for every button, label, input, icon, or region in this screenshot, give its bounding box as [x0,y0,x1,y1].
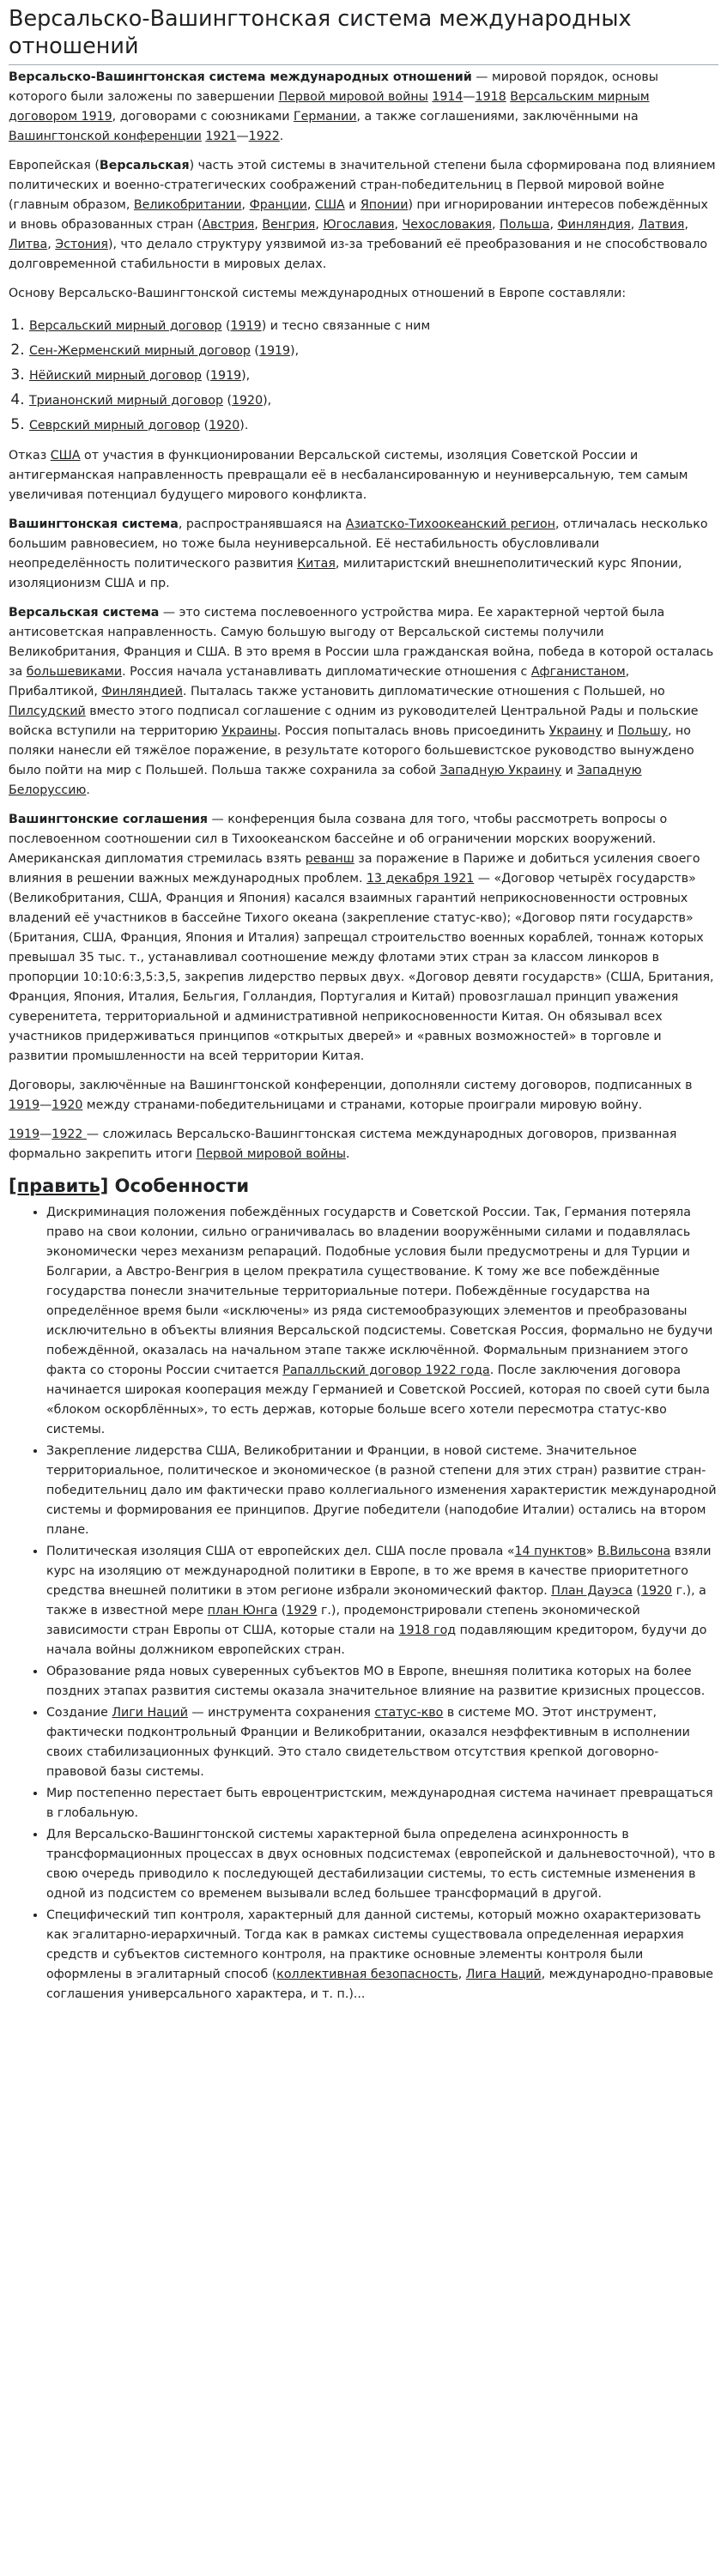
link-west-ukraine[interactable]: Западную Украину [439,764,562,777]
link-great-britain[interactable]: Великобритании [133,198,242,212]
list-item: 3. Нёйиский мирный договор (1919), [29,363,718,388]
term-bold: Версальско-Вашингтонская система международных отношений [9,70,472,84]
link-year-1919[interactable]: 1919 [9,1098,40,1112]
list-item: • Политическая изоляция США от европейских дел. США после провала «14 пунктов» В.Вильсона взяли курс на изоляцию от международной политики в Европе, в то же время в качестве приоритетного средства внешней политики в этом регионе избрали экономический фактор. План Дауэса (1920 г.), а также в известной мере план Юнга (1929 г.), продемонстрировали степень экономической зависимости стран Европы от США, которые стали на 1918 год подавляющим кредитором, будучи до начала войны должником европейских стран. [46,1542,718,1660]
list-item: 5. Севрский мирный договор (1920). [29,413,718,438]
link-year-1914[interactable]: 1914 [432,90,463,104]
versailles-system-paragraph: Версальская система — это система послевоенного устройства мира. Ее характерной чертой была антисоветская направленность. Самую большую выгоду от Версальской системы получили Великобритания, Франция и США. В это время в России шла гражданская война, победа в которой осталась за большевиками. Россия начала устанавливать дипломатические отношения с Афганистаном, Прибалтикой, Финляндией. Пыталась также установить дипломатические отношения с Польшей, но Пилсудский вместо этого подписал соглашение с одним из руководителей Центральной Рады и польские войска вступили на территорию Украины. Россия попыталась вновь присоединить Украину и Польшу, но поляки нанесли ей тяжёлое поражение, в результате которого большевистское руководство вынуждено было пойти на мир с Польшей. Польша также сохранила за собой Западную Украину и Западную Белоруссию. [9,606,714,797]
link-france[interactable]: Франции [249,198,307,212]
link-japan[interactable]: Японии [360,198,409,212]
link-year-1922[interactable]: 1922 [248,130,280,143]
list-item: • Образование ряда новых суверенных субъектов МО в Европе, внешняя политика которых на более поздних этапах развития системы оказала значительное влияние на развитие кризисных процессов. [46,1662,718,1702]
link-germany[interactable]: Германии [293,110,357,124]
us-refusal-paragraph: Отказ США от участия в функционировании Версальской системы, изоляция Советской России и антигерманская направленность превращали её в несбалансированную и неуниверсальную, тем самым увеличивая потенциал будущего мирового конфликта. [9,449,688,502]
link-year-1921[interactable]: 1921 [205,130,237,143]
link-year-1929[interactable]: 1929 [286,1604,318,1618]
link-young-plan[interactable]: план Юнга [207,1604,278,1618]
link-dawes-plan[interactable]: План Дауэса [551,1584,633,1598]
link-league-of-nations[interactable]: Лиги Наций [112,1706,188,1720]
link-poland[interactable]: Польша [500,218,550,232]
link-finland[interactable]: Финляндия [557,218,631,232]
link-hungary[interactable]: Венгрия [262,218,316,232]
link-austria[interactable]: Австрия [202,218,255,232]
list-item: • Дискриминация положения побеждённых государств и Советской России. Так, Германия потеряла право на свои колонии, сильно ограничивалась во владении вооружёнными силами и подавлялась экономически через механизм репараций. Подобные условия были предусмотрены и для Турции и Болгарии, а Австро-Венгрия в целом прекратила существование. К тому же все побеждённые государства понесли значительные территориальные потери. Побеждённые государства на определённое время были «исключены» из ряда системообразующих элементов и преобразованы исключительно в объекты влияния Версальской подсистемы. Советская Россия, формально не будучи побеждённой, оказалась на начальном этапе также исключённой. Формальным признанием этого факта со стороны России считается Рапалльский договор 1922 года. После заключения договора начинается широкая кооперация между Германией и Советской Россией, которая по своей сути была «блоком оскорблённых», то есть держав, которые больше всего хотели пересмотра статус-кво системы. [46,1203,718,1440]
link-league-of-nations[interactable]: Лига Наций [465,1968,542,1981]
link-bolsheviks[interactable]: большевиками [26,665,123,679]
list-item: • Для Версальско-Вашингтонской системы характерной была определена асинхронность в трансформационных процессах в двух основных подсистемах (европейской и дальневосточной), что в свою очередь приводило к последующей дестабилизации системы, то есть системные изменения в одной из подсистем со временем вызывали вслед большее трансформаций в другой. [46,1825,718,1904]
link-year[interactable]: 1919 [210,369,242,383]
edit-section-link[interactable]: [править] [9,1176,109,1196]
link-year[interactable]: 1919 [258,344,291,358]
list-item: • Создание Лиги Наций — инструмента сохранения статус-кво в системе МО. Этот инструмент, фактически подконтрольный Франции и Великобритании, оказался неэффективным в исполнении своих стабилизационных функций. Это стало свидетельством отсутствия крепкой договорно-правовой базы системы. [46,1703,718,1782]
link-afghanistan[interactable]: Афганистаном [530,665,626,679]
link-washington-conference[interactable]: Вашингтонской конференции [9,130,202,143]
link-year-1920[interactable]: 1920 [640,1584,673,1598]
link-treaty-saint-germain[interactable]: Сен-Жерменский мирный договор [29,344,251,358]
link-year-1920[interactable]: 1920 [51,1098,83,1112]
link-czechoslovakia[interactable]: Чехословакия [402,218,492,232]
link-usa[interactable]: США [314,198,345,212]
washington-agreements-paragraph: Вашингтонские соглашения — конференция была созвана для того, чтобы рассмотреть вопросы о послевоенном соотношении сил в Тихоокеанском бассейне и об ограничении морских вооружений. Американская дипломатия стремилась взять реванш за поражение в Париже и добиться усиления своего влияния в решении важных международных проблем. 13 декабря 1921 — «Договор четырёх государств» (Великобритания, США, Франция и Япония) касался взаимных гарантий неприкосновенности островных владений её участников в бассейне Тихого океана (закрепление статус-кво); «Договор пяти государств» (Британия, США, Франция, Япония и Италия) запрещал строительство военных кораблей, тоннаж которых превышал 35 тыс. т., устанавливал соотношение между флотами этих стран за классом линкоров в пропорции 10:10:6:3,5:3,5, закрепив лидерство первых двух. «Договор девяти государств» (США, Британия, Франция, Япония, Италия, Бельгия, Голландия, Португалия и Китай) провозглашал принцип уважения суверенитета, территориальной и административной неприкосновенности Китая. Он обязывал всех участников придерживаться принципов «открытых дверей» и «равных возможностей» в торговле и развитии промышленности на всей территории Китая. [9,813,714,1063]
treaties-intro: Основу Версальско-Вашингтонской системы международных отношений в Европе составляли: [9,287,627,300]
section-heading-features: [править] Особенности [9,1176,250,1196]
list-item: 4. Трианонский мирный договор (1920), [29,388,718,413]
link-status-quo[interactable]: статус-кво [374,1706,444,1720]
list-item: • Специфический тип контроля, характерный для данной системы, который можно охарактеризовать как эгалитарно-иерархичный. Тогда как в рамках системы существовала определенная иерархия средств и субъектов системного контроля, на практике основные элементы контроля были оформлены в эгалитарный способ (коллективная безопасность, Лига Наций, международно-правовые соглашения универсального характера, и т. п.)... [46,1906,718,2005]
link-revanche[interactable]: реванш [305,852,354,866]
link-lithuania[interactable]: Литва [9,238,48,251]
link-usa[interactable]: США [50,449,81,463]
link-estonia[interactable]: Эстония [55,238,108,251]
link-china[interactable]: Китая [297,557,336,571]
link-collective-security[interactable]: коллективная безопасность [276,1968,458,1981]
system-formed-paragraph: 1919—1922 — сложилась Версальско-Вашингтонская система международных договоров, призванная формально закрепить итоги Первой мировой войны. [9,1128,677,1161]
link-treaty-sevres[interactable]: Севрский мирный договор [29,419,201,432]
link-first-world-war[interactable]: Первой мировой войны [196,1147,346,1161]
link-14-points[interactable]: 14 пунктов [514,1545,586,1558]
link-finland[interactable]: Финляндией [101,685,183,698]
link-ukraine[interactable]: Украины [221,724,277,738]
link-treaty-neuilly[interactable]: Нёйиский мирный договор [29,369,202,383]
link-ukraine[interactable]: Украину [548,724,603,738]
link-year[interactable]: 1920 [209,419,240,432]
list-item: • Закрепление лидерства США, Великобритании и Франции, в новой системе. Значительное территориальное, политическое и экономическое (в разной степени для этих стран) развитие стран-победительниц дало им фактически право коллегиального изменения характеристик международной системы и формирования ее принципов. Другие победители (наподобие Италии) остались на втором плане. [46,1442,718,1540]
link-poland[interactable]: Польшу [617,724,669,738]
link-year-1919[interactable]: 1919 [9,1128,40,1141]
link-year[interactable]: 1920 [232,394,264,408]
link-first-world-war[interactable]: Первой мировой войны [278,90,428,104]
features-list [9,1203,718,2005]
link-latvia[interactable]: Латвия [638,218,685,232]
link-yugoslavia[interactable]: Югославия [323,218,395,232]
list-item: • Мир постепенно перестает быть евроцентристским, международная система начинает превращаться в глобальную. [46,1784,718,1823]
link-wilson[interactable]: В.Вильсона [597,1545,671,1558]
link-year-1922[interactable]: 1922 [51,1128,87,1141]
page-title: Версальско-Вашингтонская система международных отношений [9,5,718,65]
link-year[interactable]: 1919 [230,319,262,333]
link-date-13-december-1921[interactable]: 13 декабря 1921 [367,872,475,886]
link-treaty-trianon[interactable]: Трианонский мирный договор [29,394,223,408]
treaties-list [9,313,718,438]
link-asia-pacific[interactable]: Азиатско-Тихоокеанский регион [345,517,555,531]
link-rapallo-treaty[interactable]: Рапалльский договор 1922 года [282,1364,490,1377]
link-year-1918[interactable]: 1918 [475,90,506,104]
european-part-paragraph: Европейская (Версальская) часть этой системы в значительной степени была сформирована под влиянием политических и военно-стратегических соображений стран-победительниц в Первой мировой войне (главным образом, Великобритании, Франции, США и Японии) при игнорировании интересов побеждённых и вновь образованных стран (Австрия, Венгрия, Югославия, Чехословакия, Польша, Финляндия, Латвия, Литва, Эстония), что делало структуру уязвимой из-за требований её преобразования и не способствовало долговременной стабильности в мировых делах. [9,159,716,271]
treaties-supplement-paragraph: Договоры, заключённые на Вашингтонской конференции, дополняли систему договоров, подписанных в 1919—1920 между странами-победительницами и странами, которые проиграли мировую войну. [9,1079,693,1112]
washington-system-paragraph: Вашингтонская система, распространявшаяся на Азиатско-Тихоокеанский регион, отличалась несколько большим равновесием, но тоже была неуниверсальной. Её нестабильность обусловливали неопределённость политического развития Китая, милитаристский внешнеполитический курс Японии, изоляционизм США и пр. [9,517,708,590]
link-versailles-treaty[interactable]: Версальским мирным договором 1919 [9,90,650,124]
list-item: 2. Сен-Жерменский мирный договор (1919), [29,338,718,363]
link-west-belarus[interactable]: Западную Белоруссию [9,764,642,797]
link-treaty-versailles[interactable]: Версальский мирный договор [29,319,222,333]
list-item: 1. Версальский мирный договор (1919) и тесно связанные с ним [29,313,718,338]
link-pilsudski[interactable]: Пилсудский [9,704,86,718]
link-year-1918[interactable]: 1918 год [398,1624,457,1637]
intro-paragraph: Версальско-Вашингтонская система международных отношений — мировой порядок, основы которого были заложены по завершении Первой мировой войны 1914—1918 Версальским мирным договором 1919, договорами с союзниками Германии, а также соглашениями, заключёнными на Вашингтонской конференции 1921—1922. [9,70,658,143]
